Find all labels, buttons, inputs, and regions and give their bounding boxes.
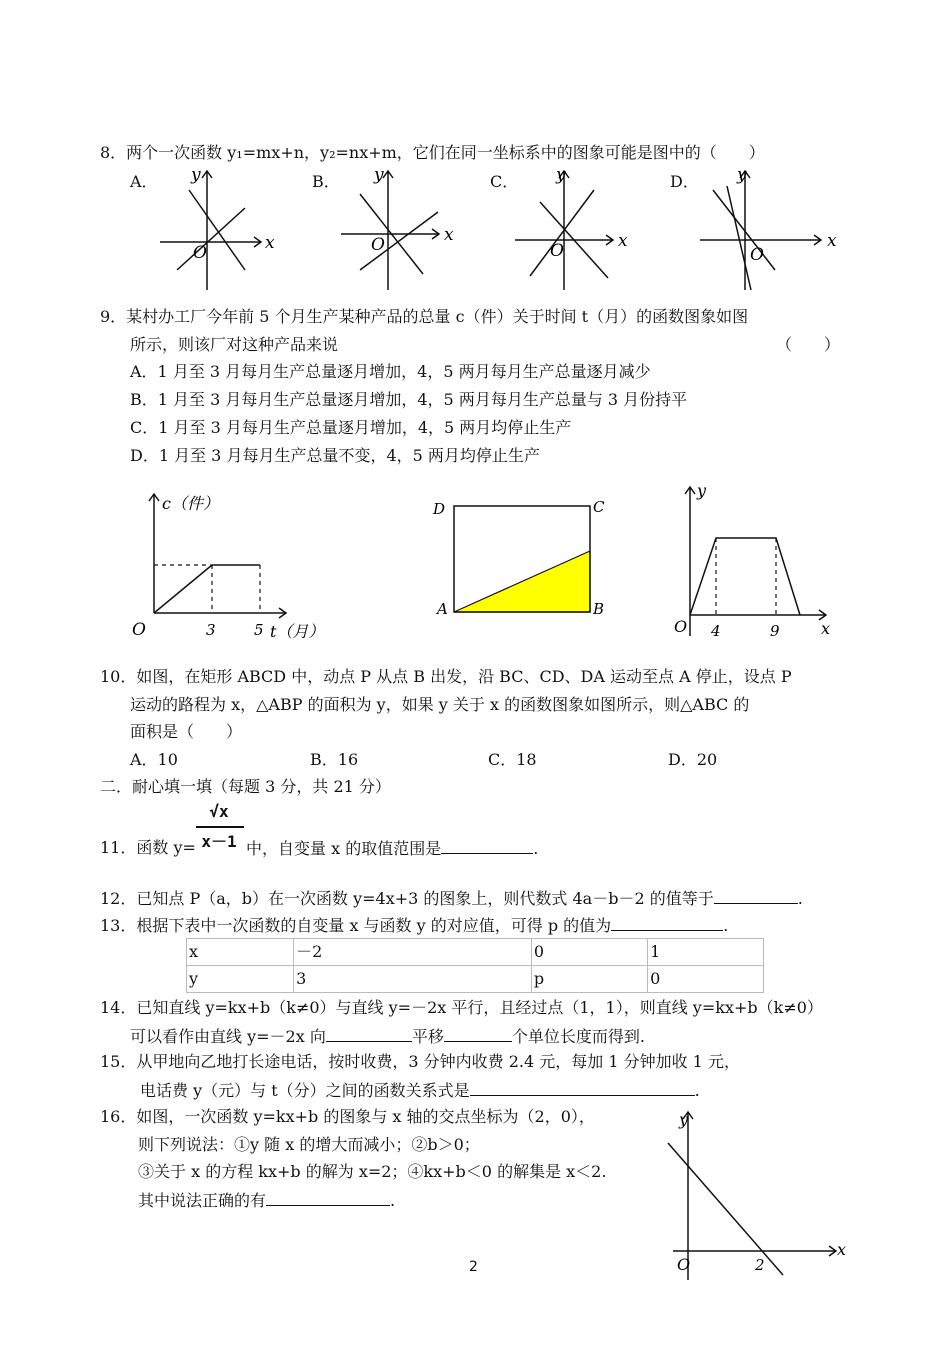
- axis-x-label: x: [444, 225, 454, 245]
- tick-3: 3: [206, 621, 216, 639]
- section-2-heading: 二．耐心填一填（每题 3 分，共 21 分）: [100, 777, 391, 796]
- axis-y-label: y: [556, 165, 566, 185]
- q9-stem-line2: 所示，则该厂对这种产品来说: [130, 335, 339, 354]
- q8-option-d: D．: [670, 172, 699, 191]
- axis-x-label: x: [827, 231, 837, 251]
- tick-4: 4: [711, 622, 721, 640]
- origin-label: O: [674, 617, 688, 636]
- q9-option-d: D．1 月至 3 月每月生产总量不变，4，5 两月均停止生产: [130, 446, 540, 465]
- q12-text: 12．已知点 P（a，b）在一次函数 y=4x+3 的图象上，则代数式 4a－b－2 的值等于: [100, 889, 714, 908]
- q11-end: .: [533, 839, 539, 858]
- q15-stem-line2: [140, 1080, 700, 1101]
- shaded-triangle-abp: [454, 551, 590, 612]
- q16-end: .: [390, 1191, 396, 1210]
- table-cell: y: [187, 966, 294, 993]
- q15-answer-blank[interactable]: [470, 1080, 695, 1096]
- q8-graph-a: [155, 160, 285, 300]
- q11-suffix: 中，自变量 x 的取值范围是: [246, 839, 442, 858]
- x-axis-label: x: [837, 1240, 847, 1259]
- table-cell: x: [187, 939, 294, 966]
- table-cell: 0: [531, 939, 647, 966]
- axis-y-label: y: [737, 165, 747, 185]
- table-cell: 3: [294, 966, 532, 993]
- table-cell: 1: [648, 939, 764, 966]
- q16-text: 其中说法正确的有: [138, 1191, 267, 1210]
- q15-text: 电话费 y（元）与 t（分）之间的函数关系式是: [140, 1081, 470, 1100]
- origin-label: O: [550, 241, 564, 261]
- q11-fraction-bar: [196, 826, 244, 828]
- origin-label: O: [677, 1255, 691, 1274]
- q13-value-table: [186, 938, 764, 993]
- figure-production-graph: [120, 485, 330, 645]
- q9-option-c: C．1 月至 3 月每月生产总量逐月增加，4，5 两月均停止生产: [130, 418, 572, 437]
- q12-stem: [100, 888, 803, 909]
- q11-answer-blank[interactable]: [441, 838, 533, 854]
- vertex-a: A: [437, 600, 448, 618]
- vertex-c: C: [593, 498, 605, 516]
- q9-stem-line1: 9．某村办工厂今年前 5 个月生产某种产品的总量 c（件）关于时间 t（月）的函数图象如图: [100, 307, 749, 326]
- q10-option-d: D．20: [668, 750, 718, 769]
- q16-stem-line4: [138, 1190, 395, 1211]
- q8-option-c: C．: [490, 172, 519, 191]
- q16-stem-line3: ③关于 x 的方程 kx+b 的解为 x=2；④kx+b＜0 的解集是 x＜2.: [138, 1162, 607, 1181]
- axis-x-label: x: [618, 231, 628, 251]
- tick-2: 2: [755, 1256, 765, 1274]
- q14-text-b: 平移: [411, 1027, 444, 1046]
- tick-5: 5: [254, 621, 264, 639]
- q13-answer-blank[interactable]: [611, 915, 723, 931]
- figure-area-graph: [665, 478, 845, 643]
- axis-x-label: x: [265, 233, 275, 253]
- q14-text-c: 个单位长度而得到.: [511, 1027, 645, 1046]
- q16-line-graph: [665, 1105, 845, 1290]
- q10-option-b: B．16: [310, 750, 359, 769]
- q13-stem: [100, 915, 728, 936]
- vertex-b: B: [593, 600, 605, 618]
- q12-end: .: [797, 889, 803, 908]
- y-axis-label: y: [697, 481, 707, 500]
- origin-label: O: [371, 235, 385, 255]
- vertex-d: D: [433, 500, 446, 518]
- x-axis-label: x: [821, 619, 831, 638]
- c-axis-label: c（件）: [162, 494, 219, 513]
- q13-text: 13．根据下表中一次函数的自变量 x 与函数 y 的对应值，可得 p 的值为: [100, 916, 612, 935]
- axis-y-label: y: [191, 165, 201, 185]
- q10-stem-line2: 运动的路程为 x，△ABP 的面积为 y，如果 y 关于 x 的函数图象如图所示，则△ABC 的: [130, 695, 750, 714]
- q9-option-b: B．1 月至 3 月每月生产总量逐月增加，4，5 两月每月生产总量与 3 月份持平: [130, 390, 688, 409]
- q11-numerator: √x: [209, 802, 229, 821]
- q11-stem: [246, 838, 538, 859]
- q8-stem: 8．两个一次函数 y₁=mx+n，y₂=nx+m，它们在同一坐标系中的图象可能是图中的（ ）: [100, 143, 765, 162]
- table-row: [187, 939, 764, 966]
- tick-9: 9: [770, 622, 780, 640]
- q15-stem-line1: 15．从甲地向乙地打长途电话，按时收费，3 分钟内收费 2.4 元，每加 1 分钟加收 1 元，: [100, 1052, 740, 1071]
- q16-stem-line1: 16．如图，一次函数 y=kx+b 的图象与 x 轴的交点坐标为（2，0），: [100, 1107, 595, 1126]
- y-axis-label: y: [679, 1110, 689, 1129]
- q14-units-blank[interactable]: [444, 1026, 512, 1042]
- q14-text-a: 可以看作由直线 y=－2x 向: [130, 1027, 326, 1046]
- q16-stem-line2: 则下列说法：①y 随 x 的增大而减小；②b＞0；: [138, 1135, 480, 1154]
- q9-answer-paren: （ ）: [776, 335, 841, 354]
- q14-direction-blank[interactable]: [326, 1026, 412, 1042]
- q15-end: .: [694, 1081, 700, 1100]
- figure-rectangle-abcd: [425, 490, 625, 620]
- table-cell: 0: [648, 966, 764, 993]
- q8-graph-c: [512, 160, 642, 300]
- table-cell: p: [531, 966, 647, 993]
- axis-y-label: y: [374, 165, 384, 185]
- q14-stem-line2: [130, 1026, 645, 1047]
- q10-stem-line1: 10．如图，在矩形 ABCD 中，动点 P 从点 B 出发，沿 BC、CD、DA 运动至点 A 停止，设点 P: [100, 667, 792, 686]
- origin-label: O: [132, 620, 146, 640]
- q10-option-a: A．10: [130, 750, 178, 769]
- q16-answer-blank[interactable]: [266, 1190, 390, 1206]
- table-cell: －2: [294, 939, 532, 966]
- q8-graph-d: [695, 160, 835, 300]
- q8-graph-b: [338, 160, 468, 300]
- q11-prefix: 11．函数 y=: [100, 838, 196, 857]
- table-row: [187, 966, 764, 993]
- q8-option-a: A．: [130, 172, 158, 191]
- q11-denominator: x－1: [201, 832, 237, 851]
- q12-answer-blank[interactable]: [714, 888, 798, 904]
- q10-stem-line3: 面积是（ ）: [130, 722, 243, 741]
- t-axis-label: t（月）: [270, 622, 325, 641]
- q10-option-c: C．18: [488, 750, 537, 769]
- page-number: 2: [469, 1259, 478, 1275]
- origin-label: O: [750, 245, 764, 265]
- q13-end: .: [723, 916, 729, 935]
- q14-stem-line1: 14．已知直线 y=kx+b（k≠0）与直线 y=－2x 平行，且经过点（1，1），则直线 y=kx+b（k≠0）: [100, 998, 823, 1017]
- q9-option-a: A．1 月至 3 月每月生产总量逐月增加，4，5 两月每月生产总量逐月减少: [130, 362, 651, 381]
- q8-option-b: B．: [312, 172, 340, 191]
- origin-label: O: [193, 243, 207, 263]
